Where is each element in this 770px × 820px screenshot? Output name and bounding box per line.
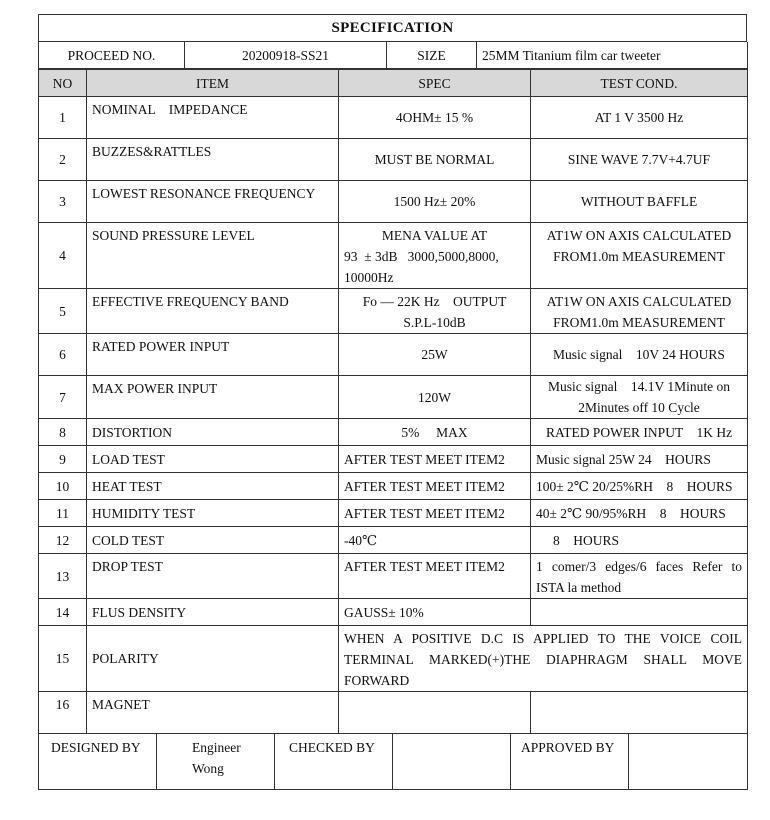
- page-title: SPECIFICATION: [39, 15, 747, 42]
- row-spec: AFTER TEST MEET ITEM2: [339, 446, 531, 473]
- table-row: [39, 139, 748, 181]
- row-item: FLUS DENSITY: [87, 599, 339, 626]
- row-item: HEAT TEST: [87, 473, 339, 500]
- row-spec: 5% MAX: [339, 419, 531, 446]
- row-no: 16: [39, 692, 87, 734]
- spec-line: MENA VALUE AT: [381, 228, 488, 243]
- row-test: [531, 97, 748, 139]
- row-no: 5: [39, 289, 87, 334]
- table-row: [39, 289, 748, 334]
- row-item: COLD TEST: [87, 527, 339, 554]
- table-row: [39, 446, 748, 473]
- row-item: DISTORTION: [87, 419, 339, 446]
- col-spec: SPEC: [339, 70, 531, 97]
- row-spec: -40℃: [339, 527, 531, 554]
- row-no: 9: [39, 446, 87, 473]
- test-text: AT 1 V 3500 Hz: [594, 110, 684, 125]
- test-line: Music signal 14.1V 1Minute on: [548, 379, 730, 394]
- table-row: [39, 500, 748, 527]
- row-item: DROP TEST: [87, 554, 339, 599]
- designed-by-label: DESIGNED BY: [39, 734, 157, 790]
- spec-line: FORWARD: [344, 673, 410, 688]
- table-row: [39, 181, 748, 223]
- row-test: [531, 289, 748, 334]
- table-row: [39, 626, 748, 692]
- row-item: HUMIDITY TEST: [87, 500, 339, 527]
- table-row: [39, 527, 748, 554]
- table-row: [39, 473, 748, 500]
- row-item: SOUND PRESSURE LEVEL: [87, 223, 339, 289]
- row-item: BUZZES&RATTLES: [87, 139, 339, 181]
- proceed-table: [38, 42, 748, 69]
- row-no: 2: [39, 139, 87, 181]
- row-test: SINE WAVE 7.7V+4.7UF: [531, 139, 748, 181]
- row-test: [531, 223, 748, 289]
- test-line: 2Minutes off 10 Cycle: [578, 400, 700, 415]
- test-line: AT1W ON AXIS CALCULATED: [546, 228, 732, 243]
- signoff-table: [38, 734, 748, 790]
- row-no: 11: [39, 500, 87, 527]
- spec-line: 93 ± 3dB 3000,5000,8000,: [344, 249, 499, 264]
- size-value: 25MM Titanium film car tweeter: [477, 42, 748, 69]
- row-spec: AFTER TEST MEET ITEM2: [339, 473, 531, 500]
- row-no: 10: [39, 473, 87, 500]
- checked-by-value: [393, 734, 511, 790]
- row-merged-spec: [339, 626, 748, 692]
- designer-name: Wong: [192, 761, 224, 776]
- row-spec: GAUSS± 10%: [339, 599, 531, 626]
- row-spec: MUST BE NORMAL: [339, 139, 531, 181]
- row-test: 100± 2℃ 20/25%RH 8 HOURS: [531, 473, 748, 500]
- col-no: NO: [39, 70, 87, 97]
- table-row: [39, 419, 748, 446]
- table-row: [39, 97, 748, 139]
- test-text: 8 HOURS: [553, 532, 620, 548]
- spec-line: S.P.L-10dB: [403, 315, 466, 330]
- row-no: 12: [39, 527, 87, 554]
- checked-by-label: CHECKED BY: [275, 734, 393, 790]
- proceed-value: 20200918-SS21: [185, 42, 387, 69]
- table-row: [39, 334, 748, 376]
- row-no: 6: [39, 334, 87, 376]
- spec-table: [38, 69, 748, 734]
- size-label: SIZE: [387, 42, 477, 69]
- row-test: [531, 692, 748, 734]
- row-item: POLARITY: [87, 626, 339, 692]
- table-row: [39, 376, 748, 419]
- row-spec: [339, 97, 531, 139]
- row-item: RATED POWER INPUT: [87, 334, 339, 376]
- row-spec: [339, 223, 531, 289]
- row-test: 40± 2℃ 90/95%RH 8 HOURS: [531, 500, 748, 527]
- designer-title: Engineer: [192, 740, 241, 755]
- table-row: [39, 223, 748, 289]
- title-table: [38, 14, 747, 42]
- row-spec: [339, 692, 531, 734]
- row-item: NOMINAL IMPEDANCE: [87, 97, 339, 139]
- row-no: 1: [39, 97, 87, 139]
- spec-line: WHEN A POSITIVE D.C IS APPLIED TO THE VOICE COIL: [344, 631, 742, 646]
- row-spec: AFTER TEST MEET ITEM2: [339, 554, 531, 599]
- row-spec: 1500 Hz± 20%: [339, 181, 531, 223]
- row-test: [531, 599, 748, 626]
- row-test: RATED POWER INPUT 1K Hz: [531, 419, 748, 446]
- row-no: 15: [39, 626, 87, 692]
- row-item: MAGNET: [87, 692, 339, 734]
- test-line: 1 comer/3 edges/6 faces Refer to: [536, 559, 742, 574]
- row-item: EFFECTIVE FREQUENCY BAND: [87, 289, 339, 334]
- row-item: MAX POWER INPUT: [87, 376, 339, 419]
- spec-line: 10000Hz: [344, 270, 394, 285]
- test-line: FROM1.0m MEASUREMENT: [553, 249, 725, 264]
- row-test: [531, 554, 748, 599]
- approved-by-label: APPROVED BY: [511, 734, 629, 790]
- specification-sheet: [38, 14, 747, 790]
- row-test: [531, 376, 748, 419]
- row-item: LOWEST RESONANCE FREQUENCY: [87, 181, 339, 223]
- row-test: Music signal 10V 24 HOURS: [531, 334, 748, 376]
- row-spec: 25W: [339, 334, 531, 376]
- col-test: TEST COND.: [531, 70, 748, 97]
- row-test: WITHOUT BAFFLE: [531, 181, 748, 223]
- test-line: FROM1.0m MEASUREMENT: [553, 315, 725, 330]
- proceed-label: PROCEED NO.: [39, 42, 185, 69]
- row-spec: AFTER TEST MEET ITEM2: [339, 500, 531, 527]
- row-no: 8: [39, 419, 87, 446]
- row-spec: 120W: [339, 376, 531, 419]
- row-test: [531, 527, 748, 554]
- test-line: AT1W ON AXIS CALCULATED: [546, 294, 732, 309]
- table-header: [39, 70, 748, 97]
- spec-line: TERMINAL MARKED(+)THE DIAPHRAGM SHALL MOVE: [344, 652, 742, 667]
- row-no: 14: [39, 599, 87, 626]
- test-line: ISTA la method: [536, 580, 622, 595]
- table-row: [39, 554, 748, 599]
- designed-by-name: [157, 734, 275, 790]
- row-no: 3: [39, 181, 87, 223]
- row-test: Music signal 25W 24 HOURS: [531, 446, 748, 473]
- spec-line: Fo — 22K Hz OUTPUT: [362, 294, 507, 309]
- table-row: [39, 599, 748, 626]
- col-item: ITEM: [87, 70, 339, 97]
- row-no: 4: [39, 223, 87, 289]
- table-row: [39, 692, 748, 734]
- row-no: 7: [39, 376, 87, 419]
- row-item: LOAD TEST: [87, 446, 339, 473]
- spec-text: 4OHM± 15 %: [395, 110, 474, 125]
- row-spec: [339, 289, 531, 334]
- row-no: 13: [39, 554, 87, 599]
- approved-by-value: [629, 734, 748, 790]
